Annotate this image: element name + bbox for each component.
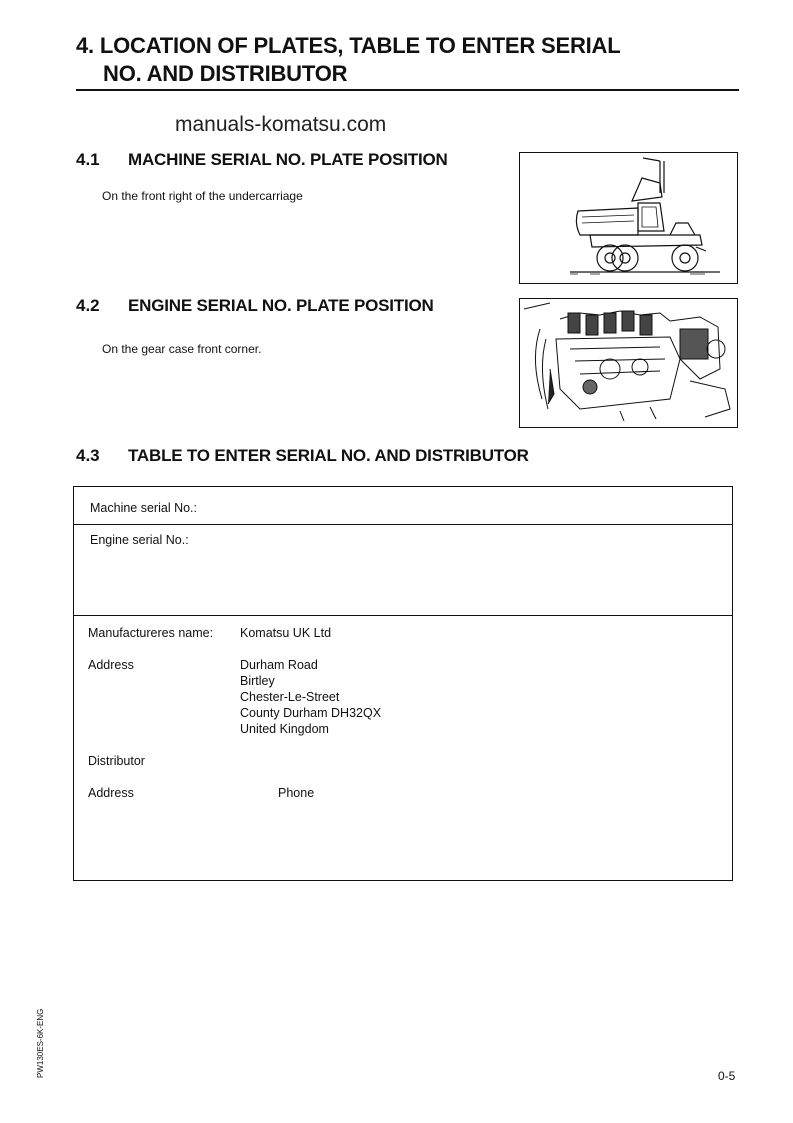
manufacturer-value: Komatsu UK Ltd: [240, 626, 332, 640]
distributor-label: Distributor: [88, 754, 145, 768]
address-block: [240, 657, 381, 737]
address-line: Chester-Le-Street: [240, 690, 340, 704]
table-divider: [74, 524, 732, 525]
section-4-1-number: 4.1: [76, 150, 100, 169]
title-divider: [76, 89, 739, 91]
document-code: PW130ES-6K-ENG: [36, 1008, 45, 1078]
address-label: Address: [88, 658, 134, 672]
page-title-line2: NO. AND DISTRIBUTOR: [103, 61, 348, 86]
phone-label: Phone: [278, 786, 315, 800]
section-4-2-number: 4.2: [76, 296, 100, 315]
watermark-text: manuals-komatsu.com: [175, 113, 387, 136]
address-line: Durham Road: [240, 658, 318, 672]
manufacturer-label: Manufactureres name:: [88, 626, 214, 640]
engine-serial-label: Engine serial No.:: [90, 533, 189, 547]
page-title: [76, 32, 746, 88]
page-number: 0-5: [718, 1069, 736, 1083]
table-divider: [74, 615, 732, 616]
serial-distributor-table: [73, 486, 733, 881]
engine-plate-figure: [519, 298, 738, 428]
engine-illustration: [520, 299, 737, 427]
address-line: County Durham DH32QX: [240, 706, 382, 720]
excavator-illustration: [520, 153, 737, 283]
distributor-address-label: Address: [88, 786, 134, 800]
section-4-2-title: ENGINE SERIAL NO. PLATE POSITION: [128, 296, 434, 315]
page-title-line1: 4. LOCATION OF PLATES, TABLE TO ENTER SERIAL: [76, 33, 621, 58]
section-4-1-text: On the front right of the undercarriage: [102, 189, 303, 203]
section-4-2-text: On the gear case front corner.: [102, 342, 262, 356]
machine-plate-figure: [519, 152, 738, 284]
section-4-3-number: 4.3: [76, 446, 100, 465]
address-line: United Kingdom: [240, 722, 329, 736]
section-4-3-title: TABLE TO ENTER SERIAL NO. AND DISTRIBUTOR: [128, 446, 529, 465]
machine-serial-label: Machine serial No.:: [90, 501, 197, 515]
address-line: Birtley: [240, 674, 275, 688]
section-4-1-title: MACHINE SERIAL NO. PLATE POSITION: [128, 150, 448, 169]
